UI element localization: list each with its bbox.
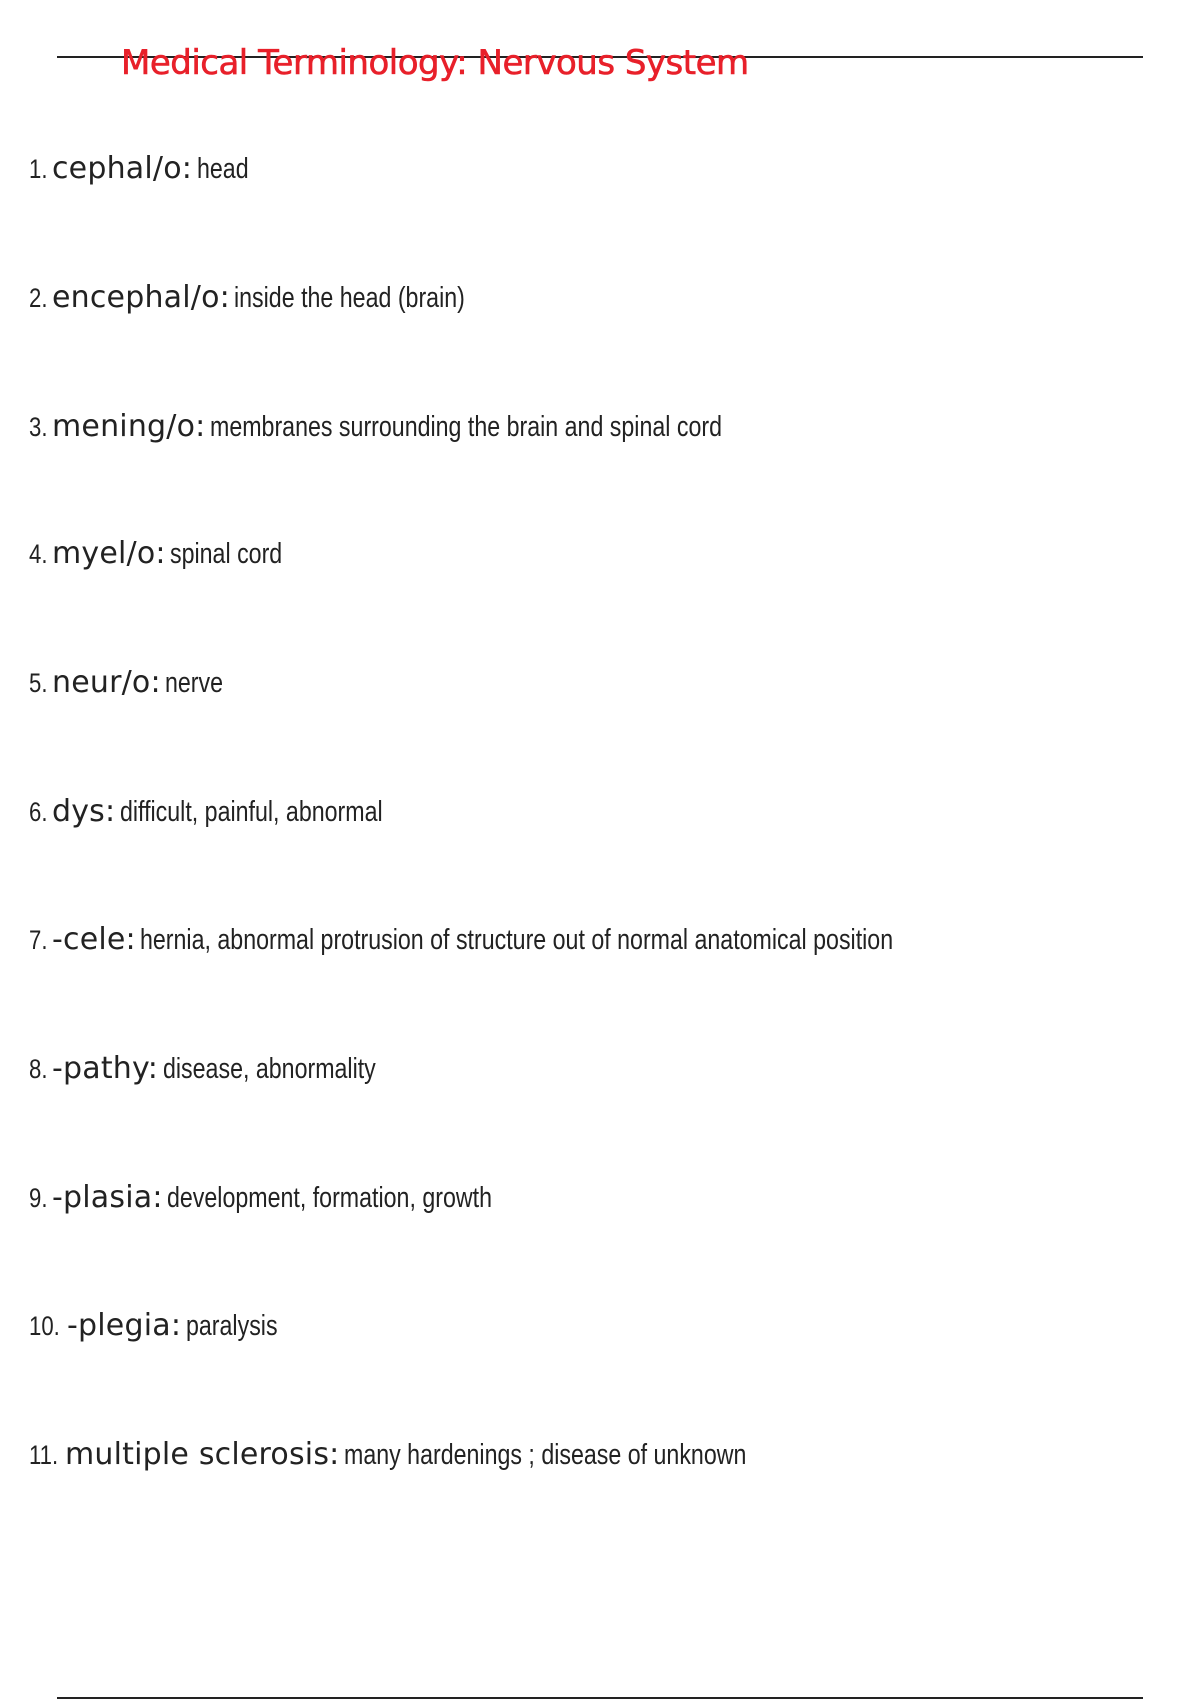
term-definition: membranes surrounding the brain and spinal cord <box>209 411 722 443</box>
term-definition: head <box>196 153 249 185</box>
term-name: -plasia: <box>51 1180 163 1215</box>
term-name: dys: <box>51 794 116 829</box>
term-definition: inside the head (brain) <box>234 282 466 314</box>
term-number: 9. <box>29 1183 48 1213</box>
term-definition: nerve <box>165 667 224 699</box>
term-number: 2. <box>29 283 48 313</box>
term-name: multiple sclerosis: <box>64 1437 340 1472</box>
term-item-8 <box>29 1051 429 1086</box>
term-item-7 <box>29 922 1082 957</box>
term-name: mening/o: <box>51 409 206 444</box>
term-definition: paralysis <box>185 1310 278 1342</box>
term-name: -pathy: <box>51 1051 159 1086</box>
term-name: cephal/o: <box>51 151 193 186</box>
term-item-1 <box>29 151 261 186</box>
term-item-5 <box>29 665 238 700</box>
term-number: 3. <box>29 412 48 442</box>
term-definition: disease, abnormality <box>162 1053 376 1085</box>
term-name: encephal/o: <box>51 280 230 315</box>
term-item-9 <box>29 1180 573 1215</box>
term-number: 1. <box>29 154 48 184</box>
term-definition: development, formation, growth <box>167 1182 493 1214</box>
term-definition: difficult, painful, abnormal <box>119 796 383 828</box>
term-name: -plegia: <box>67 1308 182 1343</box>
term-item-11 <box>29 1437 847 1472</box>
term-name: neur/o: <box>51 665 161 700</box>
term-name: -cele: <box>51 922 136 957</box>
term-definition: hernia, abnormal protrusion of structure out of normal anatomical position <box>140 924 894 956</box>
term-number: 5. <box>29 668 48 698</box>
term-number: 8. <box>29 1054 48 1084</box>
term-item-3 <box>29 409 850 444</box>
term-number: 10. <box>29 1311 60 1341</box>
term-definition: many hardenings ; disease of unknown <box>343 1439 747 1471</box>
term-number: 11. <box>29 1440 59 1470</box>
term-definition: spinal cord <box>170 538 283 570</box>
term-name: myel/o: <box>51 536 166 571</box>
term-item-2 <box>29 280 523 315</box>
footer-rule <box>57 1697 1143 1699</box>
term-item-10 <box>29 1308 300 1343</box>
term-item-4 <box>29 536 310 571</box>
term-item-6 <box>29 794 448 829</box>
term-number: 7. <box>29 925 48 955</box>
term-number: 6. <box>29 797 48 827</box>
term-number: 4. <box>29 539 48 569</box>
page-title: Medical Terminology: Nervous System <box>121 43 749 83</box>
